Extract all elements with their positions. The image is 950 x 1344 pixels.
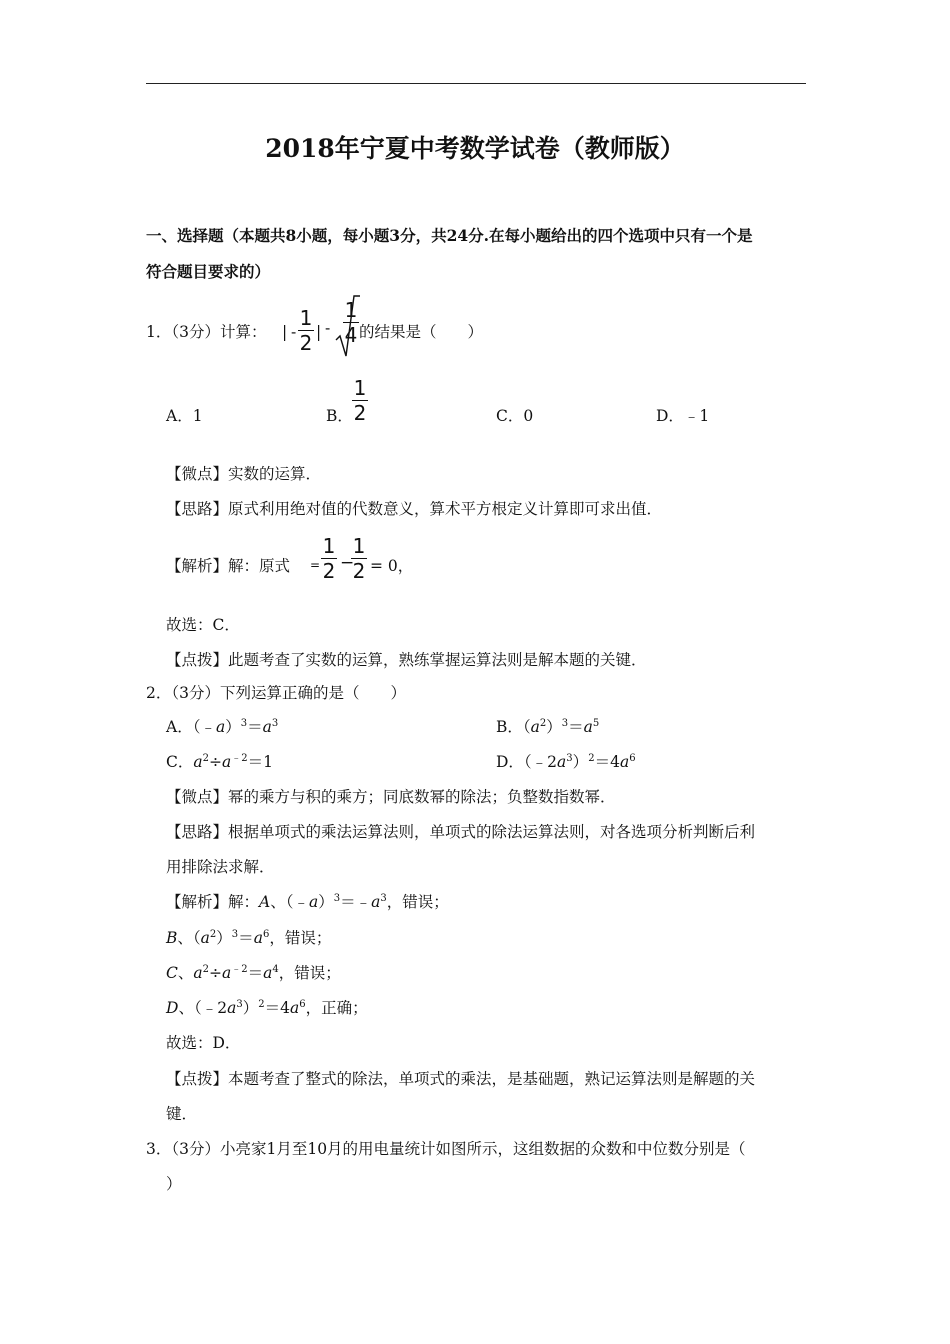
q1-knowledge-point: 【微点】实数的运算．: [166, 465, 322, 483]
q2-stem: 2．（3分）下列运算正确的是（ ）: [146, 684, 406, 702]
section-heading-line-1: 一、选择题（本题共8小题，每小题3分，共24分.在每小题给出的四个选项中只有一个是: [146, 226, 753, 245]
q1-option-b-fraction: [352, 376, 368, 425]
q1-minus: -: [325, 319, 331, 337]
q1-option-d: D．﹣1: [656, 407, 710, 425]
q2-solution-line-c: C、$a^2\div a^{﹣2}=a^4$，错误；: [166, 963, 341, 982]
q2-solution-line-a: 【解析】解：A、$(﹣a)^3=﹣a^3$，错误；: [166, 892, 449, 911]
q2-solution-line-b: B、$(a^2)^3=a^6$，错误；: [166, 928, 332, 947]
q1-option-b-numerator: 1: [353, 376, 367, 400]
q2-option-b: B．$(a^2)^3=a^5$: [496, 717, 600, 736]
q2-idea-line-1: 【思路】根据单项式的乘法运算法则，单项式的除法运算法则，对各选项分析判断后利: [166, 823, 756, 841]
page-title: 2018年宁夏中考数学试卷（教师版）: [265, 134, 685, 163]
q2-comment-line-1: 【点拨】本题考查了整式的除法，单项式的乘法，是基础题，熟记运算法则是解题的关: [166, 1070, 756, 1088]
q1-sqrt-fraction: [343, 298, 359, 347]
q2-option-a: A．$(﹣a)^3=a^3$: [166, 717, 279, 736]
q2-option-c: C．$a^2\div a^{﹣2}=1$: [166, 752, 273, 771]
q1-solution-numerator-2: 1: [352, 534, 366, 558]
q1-solution-minus: −: [340, 553, 355, 573]
q1-answer: 故选：C．: [166, 616, 240, 634]
q3-stem-line-2: ）: [166, 1175, 182, 1193]
q1-abs-minus: -: [291, 323, 297, 341]
q1-solution-fraction-1: [321, 534, 337, 583]
q1-option-c: C．0: [496, 407, 534, 425]
q2-idea-line-2: 用排除法求解．: [166, 858, 275, 876]
q2-solution-line-d: D、$(﹣2a^3)^2=4a^6$，正确；: [166, 998, 368, 1017]
q3-stem-line-1: 3．（3分）小亮家1月至10月的用电量统计如图所示，这组数据的众数和中位数分别是（: [146, 1140, 746, 1158]
q1-idea: 【思路】原式利用绝对值的代数意义，算术平方根定义计算即可求出值．: [166, 500, 663, 518]
q2-comment-line-2: 键．: [166, 1105, 198, 1123]
q1-solution-numerator-1: 1: [322, 534, 336, 558]
q1-solution-denominator-2: 2: [352, 559, 366, 583]
q1-stem-prefix: 1．（3分）计算：: [146, 323, 267, 341]
section-heading-line-2: 符合题目要求的）: [146, 262, 271, 281]
q1-abs-close: |: [316, 323, 322, 341]
q1-solution-denominator-1: 2: [322, 559, 336, 583]
q1-solution-fraction-2: [351, 534, 367, 583]
q2-knowledge-point: 【微点】幂的乘方与积的乘方；同底数幂的除法；负整数指数幂．: [166, 788, 616, 806]
q1-sqrt-denominator: 4: [344, 323, 358, 347]
q1-stem-suffix: 的结果是（ ）: [359, 323, 484, 341]
q1-option-a: A．1: [166, 407, 203, 425]
q1-fraction-denominator: 2: [299, 331, 313, 355]
q1-abs-open: |: [282, 323, 288, 341]
q1-solution-prefix: 【解析】解：原式: [166, 557, 291, 575]
q1-fraction-numerator: 1: [299, 306, 313, 330]
q1-fraction-one-half: [298, 306, 314, 355]
q1-option-b-denominator: 2: [353, 401, 367, 425]
header-rule: [146, 83, 806, 84]
q1-sqrt-numerator: 1: [344, 298, 358, 322]
q1-comment: 【点拨】此题考查了实数的运算，熟练掌握运算法则是解本题的关键．: [166, 651, 647, 669]
q1-solution-result: = 0，: [370, 557, 414, 575]
q1-solution-equals: =: [310, 558, 321, 572]
q1-option-b: B．: [326, 407, 353, 425]
q2-option-d: D．$(﹣2a^3)^2=4a^6$: [496, 752, 636, 771]
q2-answer: 故选：D．: [166, 1034, 241, 1052]
